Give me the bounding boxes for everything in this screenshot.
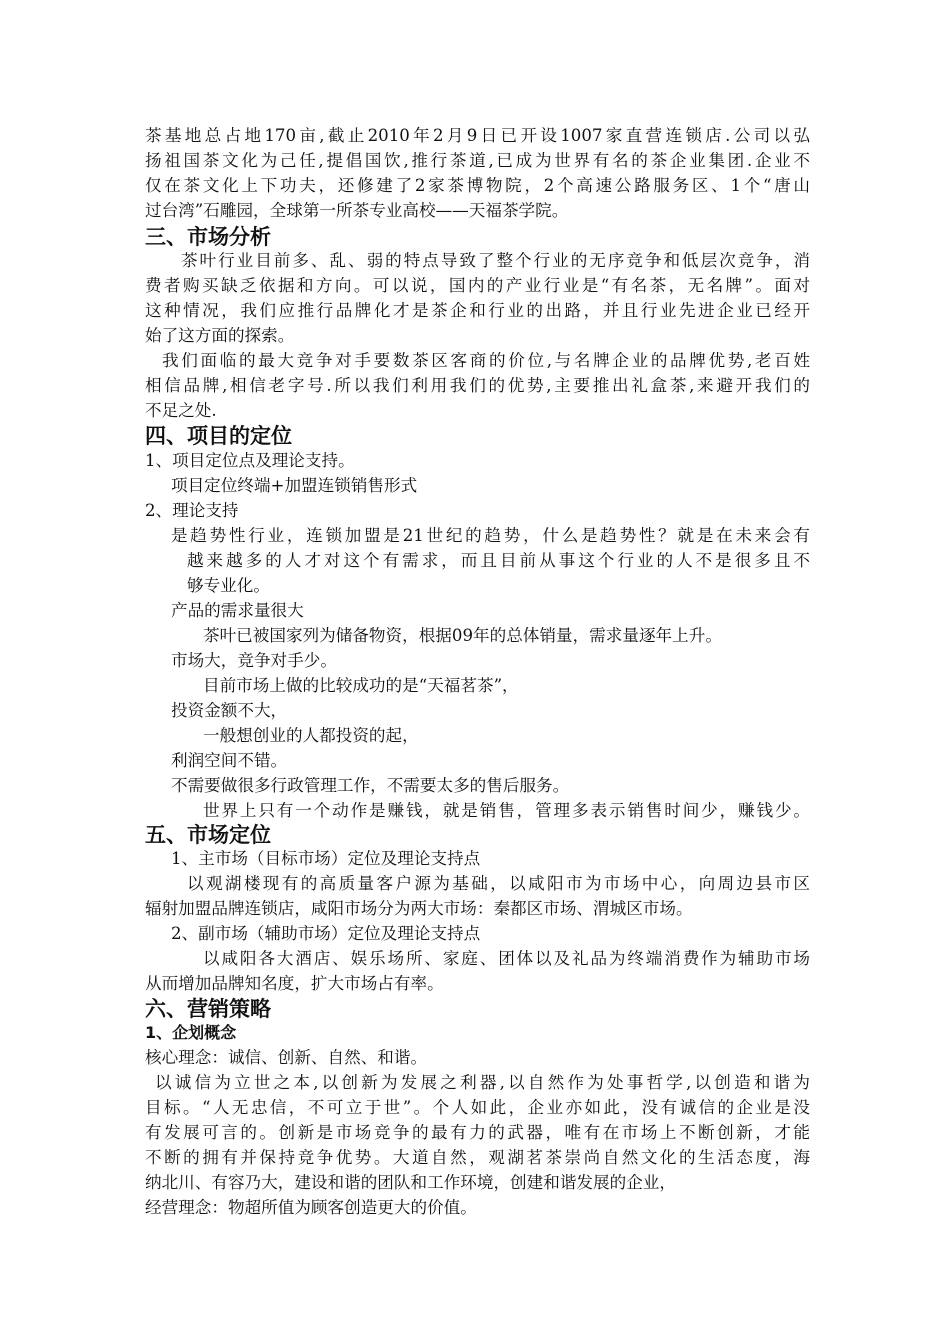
text-line: 从而增加品牌知名度，扩大市场占有率。: [145, 974, 444, 993]
text-line: 世界上只有一个动作是赚钱，就是销售，管理多表示销售时间少，赚钱少。: [203, 801, 810, 820]
text-line: 茶基地总占地170亩,截止2010年2月9日已开设1007家直营连锁店.公司以弘: [145, 126, 810, 145]
text-line: 项目定位终端+加盟连锁销售形式: [171, 476, 418, 495]
text-line: 以观湖楼现有的高质量客户源为基础，以咸阳市为市场中心，向周边县市区: [187, 874, 810, 893]
text-line: 茶叶已被国家列为储备物资，根据09年的总体销量，需求量逐年上升。: [203, 626, 722, 645]
text-line: 目前市场上做的比较成功的是“天福茗茶”，: [203, 676, 519, 695]
text-line: 一般想创业的人都投资的起，: [203, 726, 419, 745]
text-line: 不足之处.: [145, 401, 217, 420]
text-line: 投资金额不大，: [171, 701, 288, 720]
text-line: 纳北川、有容乃大，建设和谐的团队和工作环境，创建和谐发展的企业，: [145, 1173, 676, 1192]
text-line: 1、主市场（目标市场）定位及理论支持点: [171, 849, 481, 868]
text-line: 利润空间不错。: [171, 751, 288, 770]
text-line: 2、理论支持: [145, 501, 239, 520]
text-line: 仅在茶文化上下功夫，还修建了2家茶博物院，2个高速公路服务区、1个“唐山: [145, 176, 810, 195]
text-line: 这种情况，我们应推行品牌化才是茶企和行业的出路，并且行业先进企业已经开: [145, 301, 810, 320]
text-line: 过台湾”石雕园，全球第一所茶专业高校——天福茶学院。: [145, 201, 569, 220]
text-line: 相信品牌,相信老字号.所以我们利用我们的优势,主要推出礼盒茶,来避开我们的: [145, 376, 810, 395]
text-line: 核心理念：诚信、创新、自然、和谐。: [145, 1048, 428, 1067]
text-line: 辐射加盟品牌连锁店，咸阳市场分为两大市场：秦都区市场、渭城区市场。: [145, 899, 693, 918]
text-line: 目标。“人无忠信，不可立于世”。个人如此，企业亦如此，没有诚信的企业是没: [145, 1098, 810, 1117]
text-line: 不需要做很多行政管理工作，不需要太多的售后服务。: [171, 776, 570, 795]
text-line: 产品的需求量很大: [171, 601, 304, 620]
section-heading: 五、市场定位: [145, 823, 271, 847]
text-line: 以咸阳各大酒店、娱乐场所、家庭、团体以及礼品为终端消费作为辅助市场: [203, 949, 810, 968]
text-line: 1、项目定位点及理论支持。: [145, 451, 355, 470]
text-line: 费者购买缺乏依据和方向。可以说，国内的产业行业是“有名茶，无名牌”。面对: [145, 276, 810, 295]
text-line: 是趋势性行业，连锁加盟是21世纪的趋势，什么是趋势性？就是在未来会有: [171, 526, 810, 545]
text-line: 越来越多的人才对这个有需求，而且目前从事这个行业的人不是很多且不: [187, 551, 810, 570]
text-line: 茶叶行业目前多、乱、弱的特点导致了整个行业的无序竞争和低层次竞争，消: [181, 251, 810, 270]
subsection-heading: 1、企划概念: [145, 1023, 237, 1042]
text-line: 有发展可言的。创新是市场竞争的最有力的武器，唯有在市场上不断创新，才能: [145, 1123, 810, 1142]
text-line: 2、副市场（辅助市场）定位及理论支持点: [171, 924, 481, 943]
text-line: 以诚信为立世之本,以创新为发展之利器,以自然作为处事哲学,以创造和谐为: [155, 1073, 810, 1092]
section-heading: 四、项目的定位: [145, 424, 292, 448]
text-line: 经营理念：物超所值为顾客创造更大的价值。: [145, 1198, 477, 1217]
section-heading: 三、市场分析: [145, 225, 271, 249]
text-line: 市场大，竞争对手少。: [171, 651, 337, 670]
text-line: 不断的拥有并保持竞争优势。大道自然，观湖茗茶崇尚自然文化的生活态度，海: [145, 1148, 810, 1167]
text-line: 始了这方面的探索。: [145, 326, 295, 345]
text-line: 我们面临的最大竞争对手要数茶区客商的价位,与名牌企业的品牌优势,老百姓: [162, 351, 810, 370]
text-line: 扬祖国茶文化为己任,提倡国饮,推行茶道,已成为世界有名的茶企业集团.企业不: [145, 151, 810, 170]
text-line: 够专业化。: [187, 576, 270, 595]
section-heading: 六、营销策略: [145, 997, 271, 1021]
